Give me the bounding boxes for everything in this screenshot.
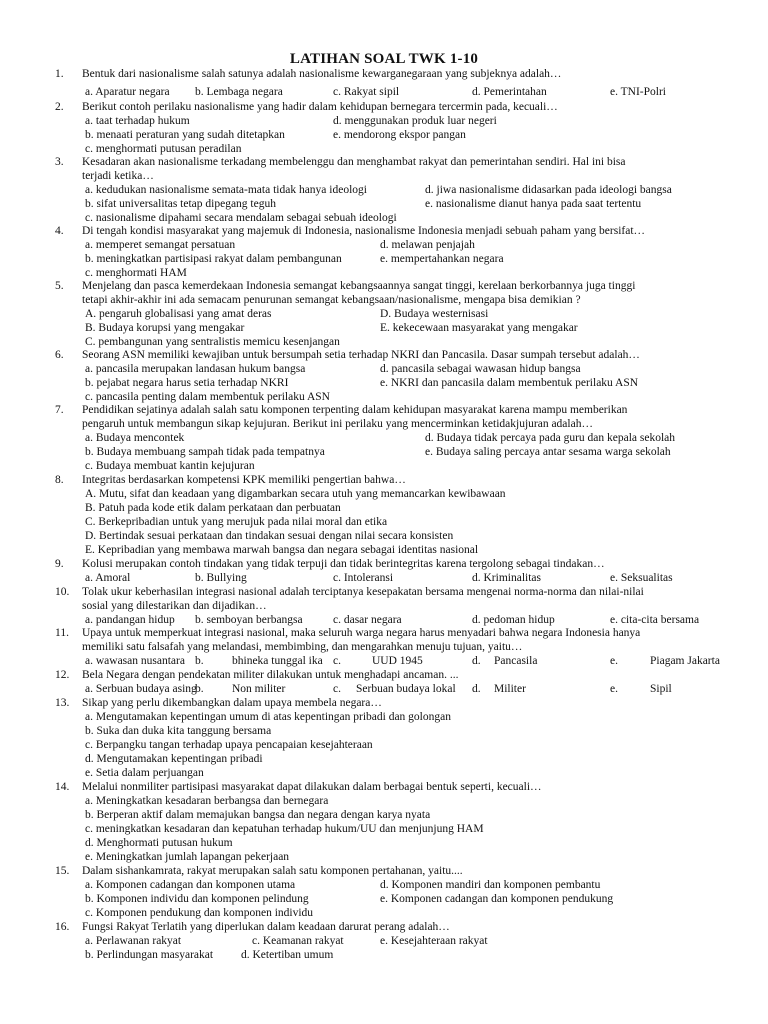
answer-option: d. Komponen mandiri dan komponen pembantu [380, 879, 601, 891]
question-number: 14. [55, 781, 70, 793]
answer-option: b. Suka dan duka kita tanggung bersama [85, 725, 272, 737]
answer-option: e. Komponen cadangan dan komponen pendukung [380, 893, 614, 905]
question-text: Tolak ukur keberhasilan integrasi nasional adalah terciptanya kesepakatan bersama mengenai norma-norma dan nilai-nilai [82, 586, 644, 598]
answer-option: c. [333, 655, 341, 667]
answer-option: bhineka tunggal ika [232, 655, 323, 667]
question-number: 7. [55, 404, 64, 416]
question-text: Berikut contoh perilaku nasionalisme yang hadir dalam kehidupan bernegara tercermin pada, kecuali… [82, 101, 558, 113]
answer-option: e. nasionalisme dianut hanya pada saat tertentu [425, 198, 642, 210]
question-text: memiliki satu falsafah yang melandasi, membimbing, dan mengarahkan menuju tujuan, yaitu… [82, 641, 523, 653]
answer-option: a. memperet semangat persatuan [85, 239, 236, 251]
answer-option: e. Setia dalam perjuangan [85, 767, 204, 779]
answer-option: a. Meningkatkan kesadaran berbangsa dan bernegara [85, 795, 329, 807]
answer-option: d. Ketertiban umum [241, 949, 334, 961]
answer-option: B. Budaya korupsi yang mengakar [85, 322, 245, 334]
answer-option: c. Komponen pendukung dan komponen individu [85, 907, 314, 919]
page-title: LATIHAN SOAL TWK 1-10 [289, 51, 479, 67]
answer-option: e. Budaya saling percaya antar sesama warga sekolah [425, 446, 671, 458]
answer-option: Pancasila [494, 655, 538, 667]
question-text: terjadi ketika… [82, 170, 154, 182]
answer-option: a. Perlawanan rakyat [85, 935, 182, 947]
answer-option: d. Pemerintahan [472, 86, 547, 98]
answer-option: c. menghormati HAM [85, 267, 187, 279]
answer-option: d. Mengutamakan kepentingan pribadi [85, 753, 263, 765]
answer-option: B. Patuh pada kode etik dalam perkataan dan perbuatan [85, 502, 341, 514]
answer-option: Serbuan budaya lokal [356, 683, 456, 695]
answer-option: b. [195, 655, 204, 667]
answer-option: e. [610, 655, 618, 667]
answer-option: a. Komponen cadangan dan komponen utama [85, 879, 296, 891]
question-text: Bentuk dari nasionalisme salah satunya adalah nasionalisme kewarganegaraan yang subjeknya adalah… [82, 68, 562, 80]
answer-option: d. [472, 683, 481, 695]
answer-option: b. pejabat negara harus setia terhadap NKRI [85, 377, 289, 389]
answer-option: a. Mengutamakan kepentingan umum di atas kepentingan pribadi dan golongan [85, 711, 451, 723]
answer-option: e. Meningkatkan jumlah lapangan pekerjaan [85, 851, 290, 863]
answer-option: d. jiwa nasionalisme didasarkan pada ideologi bangsa [425, 184, 672, 196]
question-number: 16. [55, 921, 70, 933]
question-number: 11. [55, 627, 69, 639]
answer-option: a. Budaya mencontek [85, 432, 185, 444]
answer-option: b. sifat universalitas tetap dipegang teguh [85, 198, 276, 210]
answer-option: d. Menghormati putusan hukum [85, 837, 233, 849]
answer-option: d. [472, 655, 481, 667]
answer-option: Piagam Jakarta [650, 655, 720, 667]
question-number: 2. [55, 101, 64, 113]
answer-option: d. melawan penjajah [380, 239, 475, 251]
answer-option: e. Kesejahteraan rakyat [380, 935, 488, 947]
answer-option: e. NKRI dan pancasila dalam membentuk perilaku ASN [380, 377, 639, 389]
answer-option: b. Lembaga negara [195, 86, 283, 98]
answer-option: c. Rakyat sipil [333, 86, 400, 98]
question-text: Kesadaran akan nasionalisme terkadang membelenggu dan menghambat rakyat dan pemerintahan sendiri. Hal ini bisa [82, 156, 626, 168]
answer-option: C. pembangunan yang sentralistis memicu kesenjangan [85, 336, 340, 348]
question-number: 5. [55, 280, 64, 292]
answer-option: UUD 1945 [372, 655, 423, 667]
answer-option: d. Kriminalitas [472, 572, 541, 584]
answer-option: b. Komponen individu dan komponen pelindung [85, 893, 309, 905]
answer-option: b. Berperan aktif dalam memajukan bangsa dan negara dengan karya nyata [85, 809, 431, 821]
answer-option: a. taat terhadap hukum [85, 115, 190, 127]
question-number: 13. [55, 697, 70, 709]
question-number: 12. [55, 669, 70, 681]
question-number: 9. [55, 558, 64, 570]
answer-option: c. Budaya membuat kantin kejujuran [85, 460, 255, 472]
question-text: Pendidikan sejatinya adalah salah satu komponen terpenting dalam kehidupan masyarakat karena mampu memberikan [82, 404, 628, 416]
question-number: 15. [55, 865, 70, 877]
answer-option: A. Mutu, sifat dan keadaan yang digambarkan secara utuh yang memancarkan kewibawaan [85, 488, 506, 500]
question-text: Menjelang dan pasca kemerdekaan Indonesia semangat kebangsaannya sangat tinggi, kerelaan berkorbannya juga tinggi [82, 280, 636, 292]
question-text: Dalam sishankamrata, rakyat merupakan salah satu komponen pertahanan, yaitu.... [82, 865, 463, 877]
question-text: sosial yang dilestarikan dan dijadikan… [82, 600, 267, 612]
answer-option: e. Seksualitas [610, 572, 673, 584]
answer-option: c. Berpangku tangan terhadap upaya pencapaian kesejahteraan [85, 739, 373, 751]
answer-option: a. pancasila merupakan landasan hukum bangsa [85, 363, 306, 375]
answer-option: e. cita-cita bersama [610, 614, 700, 626]
answer-option: Sipil [650, 683, 672, 695]
answer-option: b. semboyan berbangsa [195, 614, 303, 626]
question-text: Integritas berdasarkan kompetensi KPK memiliki pengertian bahwa… [82, 474, 406, 486]
answer-option: a. Amoral [85, 572, 131, 584]
answer-option: D. Bertindak sesuai perkataan dan tindakan sesuai dengan nilai secara konsisten [85, 530, 454, 542]
question-text: Seorang ASN memiliki kewajiban untuk bersumpah setia terhadap NKRI dan Pancasila. Dasar sumpah tersebut adalah… [82, 349, 640, 361]
answer-option: E. Kepribadian yang membawa marwah bangsa dan negara sebagai identitas nasional [85, 544, 479, 556]
answer-option: c. [333, 683, 341, 695]
answer-option: b. [195, 683, 204, 695]
question-number: 10. [55, 586, 70, 598]
question-number: 6. [55, 349, 64, 361]
answer-option: c. dasar negara [333, 614, 402, 626]
answer-option: c. Keamanan rakyat [252, 935, 344, 947]
answer-option: b. meningkatkan partisipasi rakyat dalam pembangunan [85, 253, 342, 265]
answer-option: e. TNI-Polri [610, 86, 667, 98]
answer-option: d. menggunakan produk luar negeri [333, 115, 497, 127]
answer-option: b. Perlindungan masyarakat [85, 949, 214, 961]
question-text: Kolusi merupakan contoh tindakan yang tidak terpuji dan tidak berintegritas karena tergolong sebagai tindakan… [82, 558, 605, 570]
question-text: Melalui nonmiliter partisipasi masyarakat dapat dilakukan dalam berbagai bentuk seperti, kecuali… [82, 781, 542, 793]
answer-option: c. pancasila penting dalam membentuk perilaku ASN [85, 391, 330, 403]
answer-option: a. Serbuan budaya asing [85, 683, 197, 695]
answer-option: a. kedudukan nasionalisme semata-mata tidak hanya ideologi [85, 184, 367, 196]
answer-option: Non militer [232, 683, 286, 695]
answer-option: e. [610, 683, 618, 695]
answer-option: a. pandangan hidup [85, 614, 175, 626]
question-text: Bela Negara dengan pendekatan militer dilakukan untuk menghadapi ancaman. ... [82, 669, 459, 681]
answer-option: d. pancasila sebagai wawasan hidup bangsa [380, 363, 581, 375]
answer-option: d. Budaya tidak percaya pada guru dan kepala sekolah [425, 432, 676, 444]
answer-option: b. Bullying [195, 572, 247, 584]
answer-option: c. nasionalisme dipahami secara mendalam sebagai sebuah ideologi [85, 212, 397, 224]
answer-option: a. wawasan nusantara [85, 655, 185, 667]
question-text: Upaya untuk memperkuat integrasi nasional, maka seluruh warga negara harus menyadari bahwa negara Indonesia hanya [82, 627, 641, 639]
answer-option: e. mempertahankan negara [380, 253, 504, 265]
answer-option: c. meningkatkan kesadaran dan kepatuhan terhadap hukum/UU dan menjunjung HAM [85, 823, 484, 835]
answer-option: c. menghormati putusan peradilan [85, 143, 242, 155]
question-number: 4. [55, 225, 64, 237]
question-text: tetapi akhir-akhir ini ada semacam penurunan semangat kebangsaan/nasionalisme, mengapa bisa demikian ? [82, 294, 581, 306]
answer-option: E. kekecewaan masyarakat yang mengakar [380, 322, 578, 334]
question-text: Sikap yang perlu dikembangkan dalam upaya membela negara… [82, 697, 382, 709]
answer-option: d. pedoman hidup [472, 614, 555, 626]
answer-option: b. menaati peraturan yang sudah ditetapkan [85, 129, 285, 141]
answer-option: c. Intoleransi [333, 572, 394, 584]
answer-option: C. Berkepribadian untuk yang merujuk pada nilai moral dan etika [85, 516, 388, 528]
answer-option: b. Budaya membuang sampah tidak pada tempatnya [85, 446, 325, 458]
answer-option: D. Budaya westernisasi [380, 308, 489, 320]
answer-option: A. pengaruh globalisasi yang amat deras [85, 308, 272, 320]
question-text: pengaruh untuk membangun sikap kejujuran. Berikut ini perilaku yang mencerminkan ketidakjujuran adalah… [82, 418, 593, 430]
question-number: 1. [55, 68, 64, 80]
question-number: 8. [55, 474, 64, 486]
question-text: Di tengah kondisi masyarakat yang majemuk di Indonesia, nasionalisme Indonesia menjadi sebuah paham yang bersifat… [82, 225, 646, 237]
question-number: 3. [55, 156, 64, 168]
answer-option: Militer [494, 683, 526, 695]
answer-option: a. Aparatur negara [85, 86, 170, 98]
answer-option: e. mendorong ekspor pangan [333, 129, 466, 141]
question-text: Fungsi Rakyat Terlatih yang diperlukan dalam keadaan darurat perang adalah… [82, 921, 450, 933]
